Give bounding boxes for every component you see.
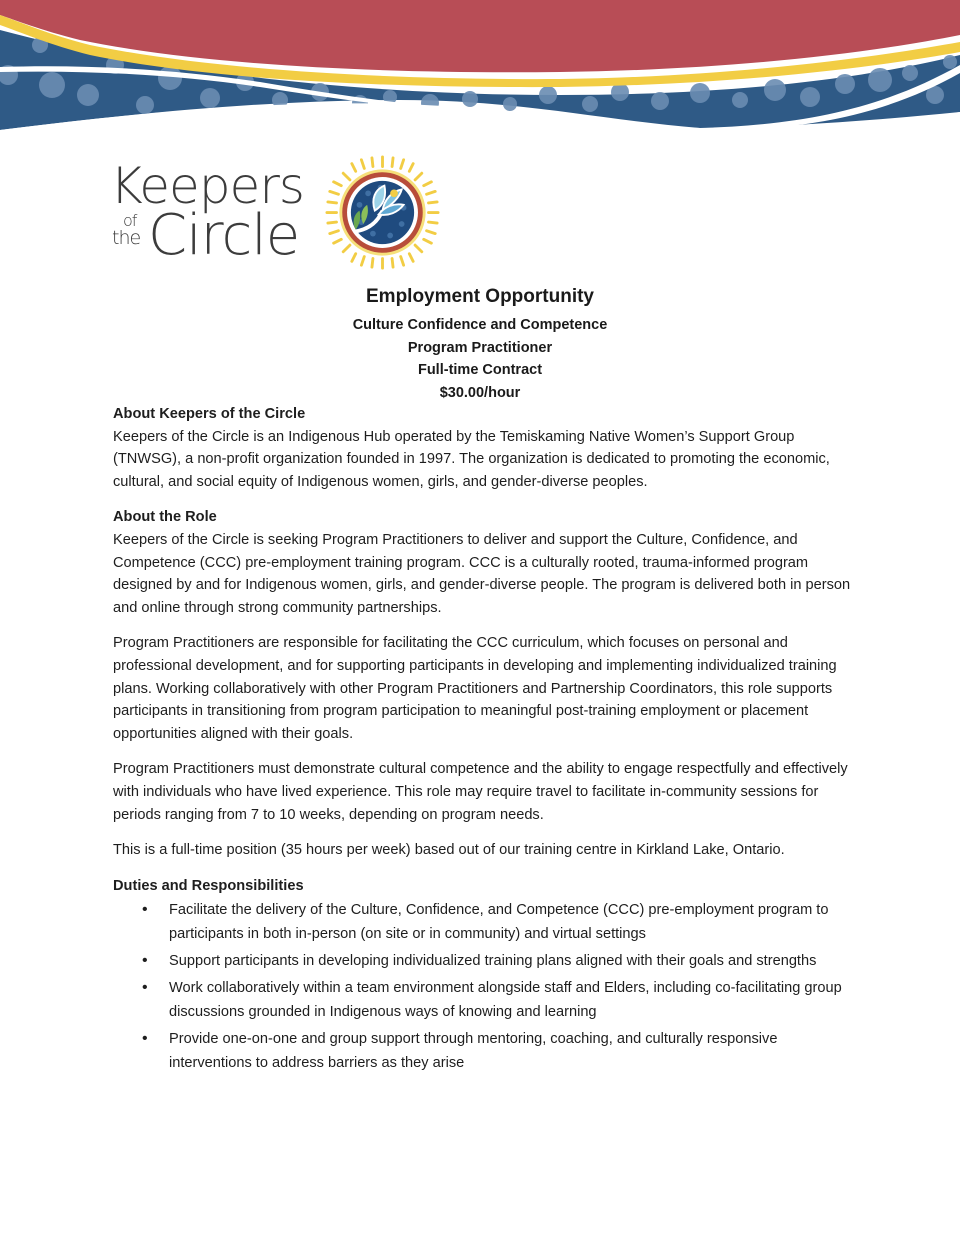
paragraph: Program Practitioners are responsible for facilitating the CCC curriculum, which focuses on personal and professional development, and for supporting participants in developing and implementing individualized training plans. Working collaboratively with other Program Practitioners and Partnership Coordinators, this role supports participants in transitioning from program participation to meaningful post-training employment or placement opportunities aligned with their goals. [113, 635, 837, 742]
paragraph: Program Practitioners must demonstrate cultural competence and the ability to engage respectfully and effectively with individuals who have lived experience. This role may require travel to facilitate in-community sessions for periods ranging from 7 to 10 weeks, depending on program needs. [113, 761, 848, 823]
list-item: • Support participants in developing individualized training plans aligned with their goals and strengths [169, 949, 853, 973]
logo-text-keepers: Keepers [110, 157, 304, 215]
list-item: • Provide one-on-one and group support through mentoring, coaching, and culturally responsive interventions to address barriers as they arise [169, 1027, 853, 1075]
document-body [113, 403, 853, 1078]
paragraph: Keepers of the Circle is seeking Program Practitioners to deliver and support the Culture, Confidence, and Competence (CCC) pre-employment training program. CCC is a culturally rooted, trauma-informed program designed by and for Indigenous women, girls, and gender-diverse people. The program is delivered both in person and online through strong community partnerships. [113, 531, 851, 616]
about-role-section [113, 506, 853, 861]
sun-flower-emblem-icon [325, 155, 440, 270]
keepers-of-the-circle-logo [110, 155, 440, 275]
about-organization-section [113, 403, 853, 493]
paragraph: This is a full-time position (35 hours per week) based out of our training centre in Kirkland Lake, Ontario. [113, 842, 785, 859]
logo-text-circle: Circle [148, 203, 300, 268]
logo-text-of: of [123, 211, 137, 230]
page-title: Employment Opportunity [366, 286, 594, 307]
logo-text-the: the [112, 227, 141, 249]
list-item: • Work collaboratively within a team environment alongside staff and Elders, including co-facilitating group discussions grounded in Indigenous ways of knowing and learning [169, 976, 853, 1024]
job-title-block [0, 286, 960, 404]
contract-type: Full-time Contract [417, 362, 543, 378]
hourly-wage: $30.00/hour [439, 384, 521, 401]
section-heading: About the Role [113, 509, 217, 526]
paragraph: Keepers of the Circle is an Indigenous Hub operated by the Temiskaming Native Women’s Support Group (TNWSG), a non-profit organization founded in 1997. The organization is dedicated to promoting the economic, cultural, and social equity of Indigenous women, girls, and gender-diverse peoples. [113, 428, 830, 490]
program-name: Culture Confidence and Competence [352, 317, 608, 333]
list-item: • Facilitate the delivery of the Culture, Confidence, and Competence (CCC) pre-employment program to participants in both in-person (on site or in community) and virtual settings [169, 898, 853, 946]
duties-section [113, 875, 853, 1076]
position-title: Program Practitioner [407, 339, 553, 356]
section-heading: Duties and Responsibilities [113, 877, 304, 894]
header-wave-banner [0, 0, 960, 140]
duties-list [113, 898, 853, 1075]
section-heading: About Keepers of the Circle [113, 406, 306, 422]
